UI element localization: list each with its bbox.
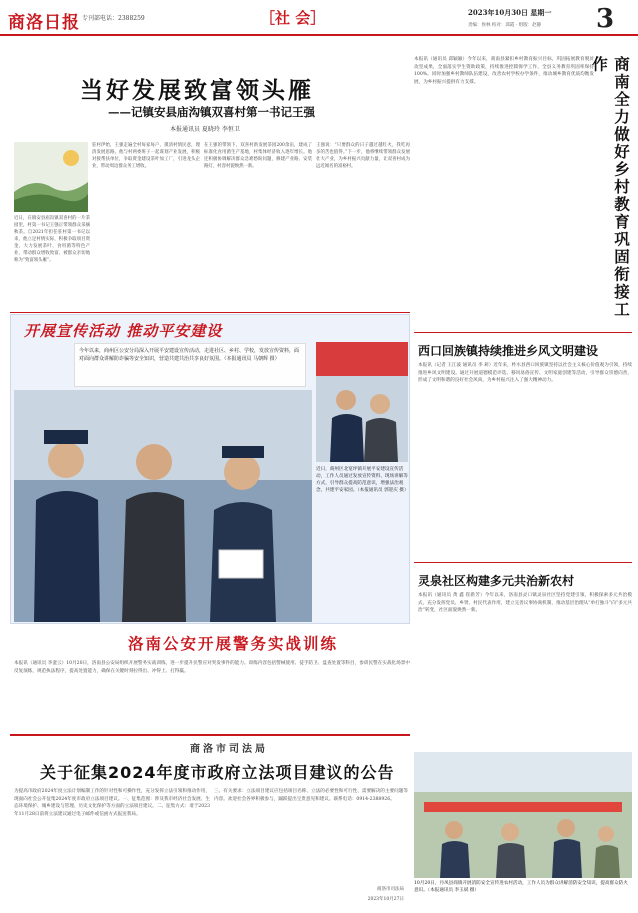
xixi-text: 本报讯（记者 王江波 通讯员 李 莉）近年来，柞水县西口回族镇坚持以社会主义核心价值观为引领，持续推进乡风文明建设。通过开展道德模范评选、移风易俗宣传、文明家庭创建等活动，引导群众崇德向善，形成了文明和谐的良好社会风尚，为乡村振兴注入了强大精神动力。 — [418, 363, 632, 384]
lingquan-headline: 灵泉社区构建多元共治新农村 — [418, 574, 575, 588]
banner-title: 开展宣传活动 推动平安建设 — [24, 322, 223, 340]
police-text: 本报讯（通讯员 李蛮云）10月20日，洛南县公安局组织开展警务实战训练，进一步提升民警应对突发事件的能力。训练内容包括警械使用、徒手防卫、盘查处置等科目，参训民警在实战化场景中反复演练，规范执法程序，提高处置能力，确保在关键时刻拉得出、冲得上、打得赢。 — [14, 661, 410, 674]
banner-caption-box — [74, 343, 306, 387]
side-story-text: 本报讯（通讯员 邱颖颖）今年以来，商南县紧扣乡村教育振兴目标，巩固拓展教育脱贫攻坚成果，全面落实学生资助政策，持续推进控辍保学工作，全县义务教育巩固率保持100%。同时加强乡村教师队伍建设，改善农村学校办学条件，推动城乡教育优质均衡发展，为乡村振兴提供有力支撑。 — [414, 57, 594, 85]
notice-text: 为提高市政府2024年度立法计划编制工作的针对性和可操作性，充分发挥立法引领和推动作用，现面向社会公开征集2024年度市政府立法项目建议。一、征集范围：涉及我市经济社会发展、生态环境保护、城乡建设与管理、历史文化保护等方面的立法项目建议。二、征集方式：请于2023年11月28日前将立法建议通过电子邮件或信函方式报送我局。 — [14, 789, 210, 817]
fire-safety-caption: 10月20日，丹凤县商镇开展消防安全宣传进农村活动，工作人员为群众讲解消防安全知识，提高群众防火意识。（本报通讯员 李玉斌 摄） — [414, 881, 628, 893]
issue-date: 2023年10月30日 星期一 — [468, 8, 552, 17]
banner-photo-2 — [316, 342, 408, 462]
lingquan-rule — [414, 562, 632, 563]
notice-date: 2023年10月27日 — [367, 897, 404, 902]
lingquan-text: 本报讯（通讯员 黄 鑫 崔新芳）今年以来，洛南县灵口镇灵泉社区坚持党建引领，积极探索多元共治模式，充分发挥党员、乡贤、村民代表作用，建立完善议事协商机制，推动基层治理从“单打独斗”向“多元共治”转变，社区面貌焕然一新。 — [418, 593, 632, 614]
lead-col-3: 在王强的带领下，双喜村新发展茶园200余亩，建成了标准化食用菌生产基地，村集体经济收入逐年增长。他还积极协调解决群众急难愁盼问题，修建产业路、安装路灯，村容村貌焕然一新。 — [204, 143, 312, 169]
banner-caption-2: 近日，商州区北宽坪镇开展平安建设宣传活动，工作人员通过发放宣传资料、现场讲解等方式，引导群众提高防范意识，增强法治观念，共建平安家园。（本报通讯员 郭迎庆 摄） — [316, 467, 409, 493]
masthead-logo: 商洛日报 — [8, 13, 80, 33]
lead-col-1: 近日，在镇安县庙沟镇双喜村的一片茶园里，村第一书记王强正带领群众采摘秋茶。自2021年担任驻村第一书记以来，他立足村情实际，积极争取项目资金，大力发展茶叶、食用菌等特色产业，带动群众增收致富，被群众亲切地称为“致富领头雁”。 — [14, 216, 90, 263]
page-number: 3 — [596, 4, 615, 34]
notice-text-2: 三、有关要求：立法项目建议应包括项目名称、立法的必要性和可行性、需要解决的主要问题等内容。欢迎社会各界积极参与，踊跃提出宝贵意见和建议。联系电话：0914-2388926。 — [214, 789, 408, 802]
masthead-rule — [0, 34, 638, 36]
masthead-tel: 专刊部电话：2388259 — [82, 15, 145, 22]
xixi-headline: 西口回族镇持续推进乡风文明建设 — [418, 344, 599, 358]
notice-org: 商洛市司法局 — [190, 744, 268, 755]
banner-photo — [14, 390, 312, 622]
police-headline: 洛南公安开展警务实战训练 — [128, 635, 339, 653]
lead-subhead: ——记镇安县庙沟镇双喜村第一书记王强 — [108, 105, 315, 119]
banner-caption-2-box — [316, 466, 408, 566]
lead-col-2: 驻村伊始，王强走遍全村每家每户，摸清村情民意，理清发展思路。他与村两委班子一起谋划产业发展，积极对接帮扶单位，争取资金建设茶叶加工厂，引进龙头企业，带动周边群众务工增收。 — [92, 143, 200, 169]
editor-credits: 责编：侯林 校对：邱霞 · 组版：赵静 — [468, 23, 542, 28]
side-story-headline: 商南全力做好乡村教育巩固衔接工作 — [590, 56, 630, 319]
lead-byline: 本报通讯员 夏晓玲 李恒卫 — [170, 126, 240, 133]
xixi-rule — [414, 332, 632, 333]
lead-headline: 当好发展致富领头雁 — [80, 78, 314, 104]
lead-col-4: 王强说：“只要群众的日子越过越红火，我吃再多的苦也值得。”下一步，他将继续带领群众发展壮大产业，为乡村振兴贡献力量，让双喜村成为远近闻名的富裕村。 — [316, 143, 410, 169]
fire-safety-photo — [414, 752, 632, 878]
banner-caption: 今年以来，商州区公安分局深入开展平安建设宣传活动，走进社区、乡村、学校，发放宣传资料，面对面向群众讲解防诈骗等安全知识，营造共建共治共享良好氛围。（本报通讯员 马朝辉 摄） — [79, 348, 300, 362]
notice-headline: 关于征集2024年度市政府立法项目建议的公告 — [40, 763, 395, 782]
section-label: ［社 会］ — [260, 9, 326, 27]
lead-illustration — [14, 142, 88, 212]
notice-signature: 商洛市司法局 — [377, 887, 404, 892]
section-divider — [10, 312, 410, 313]
